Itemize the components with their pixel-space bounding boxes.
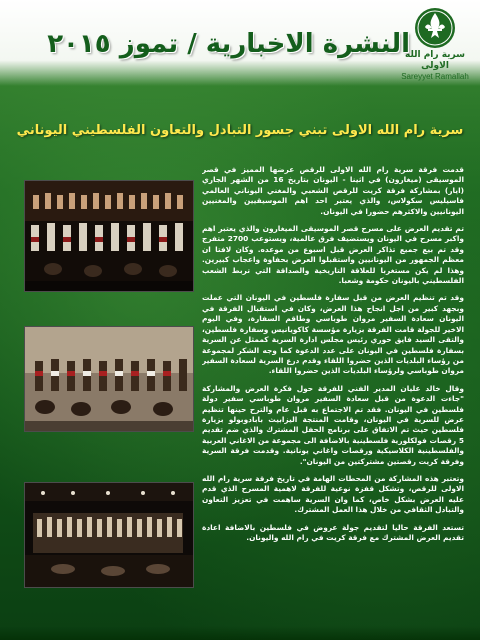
header-band bbox=[0, 0, 480, 86]
footer-band bbox=[0, 626, 480, 640]
article-paragraph: وقال خالد عليان المدير الفني للفرقة حول فكرة العرض والمشاركة "جاءت الدعوة من قبل سعادة السفير مروان طوباسي سفير دولة فلسطين في اليونان. فقد تم الاجتماع به قبل عام والترح حينها تنظيم عرض للسرية في اليونان، وقامت المنتجة اليزابيث بابادوبولو بزيارة فلسطين حيث تم الاتفاق على برنامج الحفل المشترك والذي ضم تقديم 5 رقصات فولكلورية فلسطينية بالاضافة الى مجموعة من الاغاني العربية والفلسطينية الكلاسيكية ورقصات واغاني يونانية. وقدمت فرقة السرية وفرقة كريت رقصتين مشتركتين من اليونان". bbox=[202, 383, 464, 466]
article-paragraph: تستعد الفرقة حاليا لتقديم جولة عروض في فلسطين بالاضافة اعادة تقديم العرض المشترك مع فرقة كريت في رام الله واليونان. bbox=[202, 522, 464, 542]
newsletter-title: النشرة الاخبارية / تموز ٢٠١٥ bbox=[47, 29, 410, 59]
logo-name-english: Sareyyet Ramallah bbox=[401, 72, 469, 81]
logo-name-arabic: سرية رام الله الاولى bbox=[404, 50, 465, 71]
scout-badge-icon bbox=[413, 6, 457, 50]
performance-photo-1 bbox=[24, 180, 194, 292]
performance-photo-3 bbox=[24, 482, 194, 588]
article-headline: سرية رام الله الاولى تبني جسور التبادل والتعاون الفلسطيني اليوناني bbox=[16, 123, 464, 138]
performance-photo-2 bbox=[24, 326, 194, 432]
article-paragraph: وتعتبر هذه المشاركة من المحطات الهامة في تاريخ فرقة سرية رام الله الاولى للرقص، وتشكل قفزة نوعية للفرقة لاهمية المسرح الذي قدم عليه العرض بشكل خاص، كما وان السرية ساهمت في تعزيز التعاون والتبادل الثقافي من خلال هذا العمل المشترك. bbox=[202, 473, 464, 515]
article-paragraph: وقد تم تنظيم العرض من قبل سفارة فلسطين في اليونان التي عملت وبجهد كبير من اجل انجاح هذا العرض، وكان في استقبال الفرقة في اليونان سعادة السفير مروان طوباسي وطاقم السفارة، وفي اليوم الاخير للجولة قامت الفرقة بزيارة مؤسسة كاكويانيس وسفارة فلسطين، والتقى السيد فايق حوري رئيس مجلس ادارة السرية كممثل عن السرية بسفارة فلسطين في اليونان على عدد الدعوة كما وجه الشكر لمجموعة من رؤساء البلديات الذين حضروا اللقاء وقدم درع السرية لسعادة السفير مروان طوباسي ولرؤساء البلديات الذين حضروا اللقاء. bbox=[202, 293, 464, 376]
article-paragraph: تم تقديم العرض على مسرح قصر الموسيقى الميغارون والذي يعتبر اهم واكبر مسرح في اليونان ويستضيف فرق عالمية، ويستوعب 2700 متفرج وقد تم بيع جميع تذاكر العرض قبل اسبوع من موعده. وكان لافتا ان معظم الجمهور من اليونانيين واستقبلوا العرض بحفاوة واعجاب كبيرين. وهذا لم يكن مستغربا للعلاقة التاريخية والصداقة التي تربط الشعب الفلسطيني باليونان حكومة وشعبا. bbox=[202, 224, 464, 286]
article-paragraph: قدمت فرقة سرية رام الله الاولى للرقص عرضها المميز في قصر الموسيقى (ميغارون) في اثينا - اليونان بتاريخ 16 من الشهر الجاري (ايار) بمشاركة فرقة كريت للرقص الشعبي والمغني اليوناني العالمي فاسيليس سكولاس، والذي يعتبر احد اهم الموسيقيين والمغنيين اليونانيين والاكثرهم حضورا في اليونان. bbox=[202, 165, 464, 216]
organization-logo bbox=[400, 6, 470, 84]
article-body bbox=[202, 165, 464, 625]
